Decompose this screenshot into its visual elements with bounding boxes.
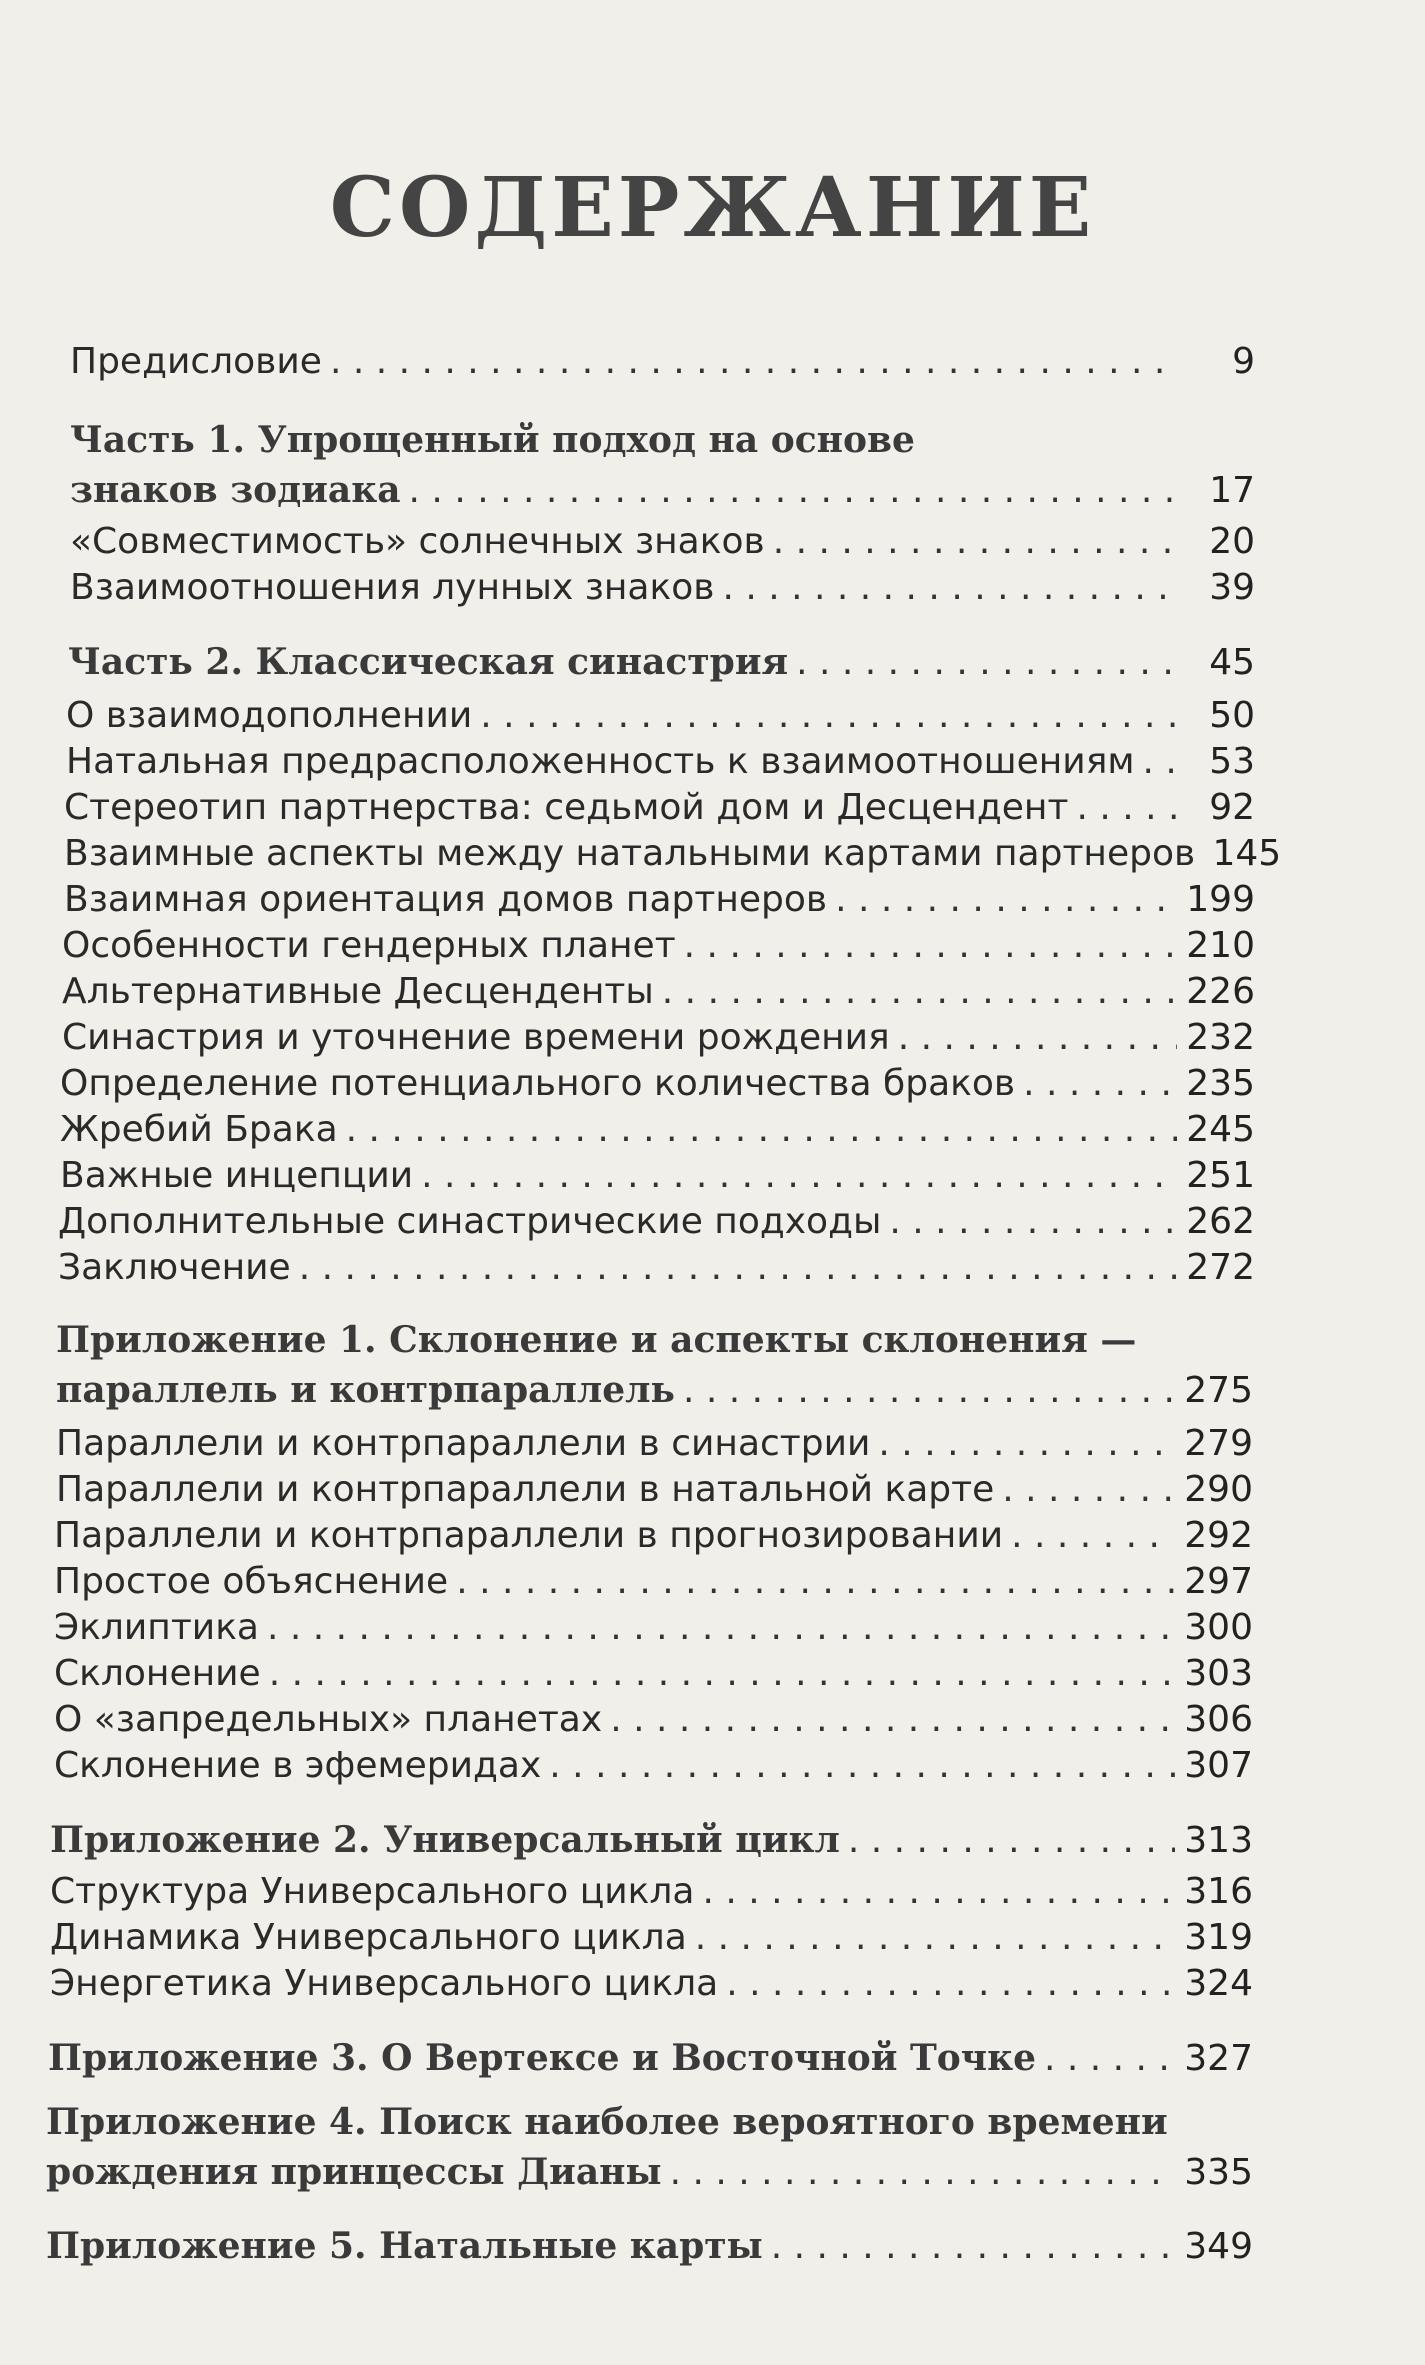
leader-dots xyxy=(409,469,1177,513)
toc-entry-page: 245 xyxy=(1186,1109,1255,1150)
toc-entry-page: 306 xyxy=(1184,1699,1253,1740)
toc-heading-line: Приложение 4. Поиск наиболее вероятного времени xyxy=(46,2101,1168,2143)
toc-entry-title: «Совместимость» солнечных знаков xyxy=(70,521,765,562)
toc-entry[interactable] xyxy=(60,1108,1255,1152)
toc-entry-title: Дополнительные синастрические подходы xyxy=(58,1201,882,1242)
leader-dots xyxy=(1143,740,1177,784)
toc-entry[interactable] xyxy=(54,1514,1253,1558)
toc-entry-title: Часть 2. Классическая синастрия xyxy=(68,641,789,683)
toc-entry-title: Эклиптика xyxy=(54,1607,259,1648)
toc-entry-title: Предисловие xyxy=(70,341,322,382)
leader-dots xyxy=(684,924,1177,968)
toc-entry-title: Особенности гендерных планет xyxy=(62,925,676,966)
toc-entry-page: 210 xyxy=(1186,925,1255,966)
toc-entry[interactable] xyxy=(64,878,1255,922)
toc-entry-title: О «запредельных» планетах xyxy=(54,1699,603,1740)
toc-entry-page: 279 xyxy=(1184,1423,1253,1464)
toc-entry-page: 292 xyxy=(1184,1515,1253,1556)
toc-entry-page: 232 xyxy=(1186,1017,1255,1058)
toc-entry[interactable] xyxy=(66,740,1255,784)
toc-entry-title: Приложение 3. О Вертексе и Восточной Точке xyxy=(48,2037,1036,2079)
leader-dots xyxy=(702,1870,1175,1914)
toc-entry-page: 297 xyxy=(1184,1561,1253,1602)
page-title: СОДЕРЖАНИЕ xyxy=(329,160,1096,256)
toc-entry[interactable] xyxy=(54,1698,1253,1742)
toc-entry-title: Приложение 5. Натальные карты xyxy=(46,2225,763,2267)
toc-heading[interactable] xyxy=(48,2036,1253,2081)
leader-dots xyxy=(421,1154,1177,1198)
toc-entry[interactable] xyxy=(64,832,1282,876)
leader-dots xyxy=(662,970,1177,1014)
toc-heading[interactable] xyxy=(46,2224,1253,2269)
leader-dots xyxy=(722,566,1177,610)
toc-heading[interactable] xyxy=(56,1368,1253,1413)
toc-heading-line: Приложение 1. Склонение и аспекты склонения — xyxy=(56,1319,1137,1361)
leader-dots xyxy=(878,1422,1175,1466)
toc-entry[interactable] xyxy=(70,566,1255,610)
toc-entry-title: Натальная предрасположенность к взаимоотношениям xyxy=(66,741,1135,782)
toc-entry[interactable] xyxy=(70,340,1255,384)
toc-entry-page: 17 xyxy=(1209,470,1255,511)
toc-entry-title: Склонение в эфемеридах xyxy=(54,1745,542,1786)
leader-dots xyxy=(898,1016,1177,1060)
toc-heading[interactable] xyxy=(46,2150,1253,2195)
toc-entry-page: 226 xyxy=(1186,971,1255,1012)
toc-entry[interactable] xyxy=(54,1744,1253,1788)
toc-entry-page: 335 xyxy=(1184,2152,1253,2193)
leader-dots xyxy=(330,340,1177,384)
toc-entry-page: 39 xyxy=(1209,567,1255,608)
leader-dots xyxy=(1044,2037,1175,2081)
toc-entry[interactable] xyxy=(66,694,1255,738)
toc-entry[interactable] xyxy=(70,520,1255,564)
leader-dots xyxy=(771,2225,1175,2269)
leader-dots xyxy=(695,1916,1175,1960)
toc-entry-page: 235 xyxy=(1186,1063,1255,1104)
toc-entry[interactable] xyxy=(50,1962,1253,2006)
leader-dots xyxy=(1011,1514,1175,1558)
leader-dots xyxy=(610,1698,1175,1742)
toc-entry[interactable] xyxy=(50,1870,1253,1914)
toc-entry-page: 20 xyxy=(1209,521,1255,562)
toc-entry-title: Приложение 2. Универсальный цикл xyxy=(50,1819,840,1861)
toc-entry-page: 45 xyxy=(1209,642,1255,683)
leader-dots xyxy=(726,1962,1175,2006)
toc-entry[interactable] xyxy=(62,970,1255,1014)
leader-dots xyxy=(835,878,1177,922)
toc-entry-page: 251 xyxy=(1186,1155,1255,1196)
toc-entry[interactable] xyxy=(62,924,1255,968)
toc-entry-title: Стереотип партнерства: седьмой дом и Десцендент xyxy=(64,787,1069,828)
leader-dots xyxy=(549,1744,1175,1788)
toc-entry-page: 313 xyxy=(1184,1820,1253,1861)
leader-dots xyxy=(773,520,1177,564)
toc-heading[interactable] xyxy=(50,1818,1253,1863)
toc-entry[interactable] xyxy=(54,1560,1253,1604)
leader-dots xyxy=(889,1200,1177,1244)
toc-entry-page: 53 xyxy=(1209,741,1255,782)
toc-heading[interactable] xyxy=(68,640,1255,685)
toc-entry-page: 9 xyxy=(1232,341,1255,382)
toc-entry-page: 145 xyxy=(1212,833,1282,874)
leader-dots xyxy=(267,1606,1175,1650)
toc-entry[interactable] xyxy=(54,1652,1253,1696)
toc-entry-page: 275 xyxy=(1184,1370,1253,1411)
toc-entry-title: Синастрия и уточнение времени рождения xyxy=(62,1017,890,1058)
toc-heading-line: Часть 1. Упрощенный подход на основе xyxy=(70,419,915,461)
toc-entry-title: Параллели и контрпараллели в синастрии xyxy=(56,1423,871,1464)
leader-dots xyxy=(299,1246,1177,1290)
leader-dots xyxy=(480,694,1177,738)
leader-dots xyxy=(1023,1062,1177,1106)
toc-entry-title: Взаимная ориентация домов партнеров xyxy=(64,879,828,920)
toc-entry[interactable] xyxy=(58,1246,1255,1290)
leader-dots xyxy=(1076,786,1177,830)
toc-entry-page: 199 xyxy=(1186,879,1255,920)
toc-entry-page: 316 xyxy=(1184,1871,1253,1912)
toc-entry-title: Энергетика Универсального цикла xyxy=(50,1963,719,2004)
toc-entry-page: 307 xyxy=(1184,1745,1253,1786)
toc-entry-title: Параллели и контрпараллели в натальной карте xyxy=(56,1469,995,1510)
toc-entry-title: Взаимные аспекты между натальными картами партнеров xyxy=(64,833,1196,874)
toc-entry[interactable] xyxy=(56,1468,1253,1512)
toc-entry-title: параллель и контрпараллель xyxy=(56,1369,675,1411)
toc-entry-page: 300 xyxy=(1184,1607,1253,1648)
toc-entry[interactable] xyxy=(54,1606,1253,1650)
toc-entry-page: 319 xyxy=(1184,1917,1253,1958)
toc-entry-title: Важные инцепции xyxy=(60,1155,414,1196)
toc-entry-page: 324 xyxy=(1184,1963,1253,2004)
toc-entry-title: Взаимоотношения лунных знаков xyxy=(70,567,715,608)
toc-entry-page: 349 xyxy=(1184,2226,1253,2267)
leader-dots xyxy=(269,1652,1175,1696)
toc-entry-title: Склонение xyxy=(54,1653,261,1694)
leader-dots xyxy=(848,1819,1175,1863)
toc-entry-title: Альтернативные Десценденты xyxy=(62,971,654,1012)
toc-entry-page: 50 xyxy=(1209,695,1255,736)
toc-entry-page: 303 xyxy=(1184,1653,1253,1694)
toc-entry-page: 272 xyxy=(1186,1247,1255,1288)
toc-entry-title: Жребий Брака xyxy=(60,1109,338,1150)
toc-entry-title: Параллели и контрпараллели в прогнозировании xyxy=(54,1515,1004,1556)
toc-entry-title: Динамика Универсального цикла xyxy=(50,1917,687,1958)
toc-entry-page: 327 xyxy=(1184,2038,1253,2079)
leader-dots xyxy=(796,641,1177,685)
leader-dots xyxy=(456,1560,1175,1604)
toc-entry-title: О взаимодополнении xyxy=(66,695,473,736)
toc-entry[interactable] xyxy=(64,786,1255,830)
toc-entry[interactable] xyxy=(60,1062,1255,1106)
toc-entry-page: 92 xyxy=(1209,787,1255,828)
toc-entry-title: Заключение xyxy=(58,1247,291,1288)
toc-entry-title: Определение потенциального количества браков xyxy=(60,1063,1016,1104)
toc-entry-page: 290 xyxy=(1184,1469,1253,1510)
toc-entry[interactable] xyxy=(50,1916,1253,1960)
leader-dots xyxy=(1002,1468,1175,1512)
leader-dots xyxy=(683,1369,1175,1413)
toc-entry[interactable] xyxy=(60,1154,1255,1198)
leader-dots xyxy=(670,2151,1175,2195)
toc-entry[interactable] xyxy=(58,1200,1255,1244)
toc-entry-title: рождения принцессы Дианы xyxy=(46,2151,662,2193)
leader-dots xyxy=(346,1108,1177,1152)
toc-entry[interactable] xyxy=(56,1422,1253,1466)
toc-entry-title: знаков зодиака xyxy=(70,469,401,511)
toc-entry-page: 262 xyxy=(1186,1201,1255,1242)
toc-entry-title: Структура Универсального цикла xyxy=(50,1871,695,1912)
toc-entry-title: Простое объяснение xyxy=(54,1561,449,1602)
toc-heading[interactable] xyxy=(70,468,1255,513)
toc-entry[interactable] xyxy=(62,1016,1255,1060)
